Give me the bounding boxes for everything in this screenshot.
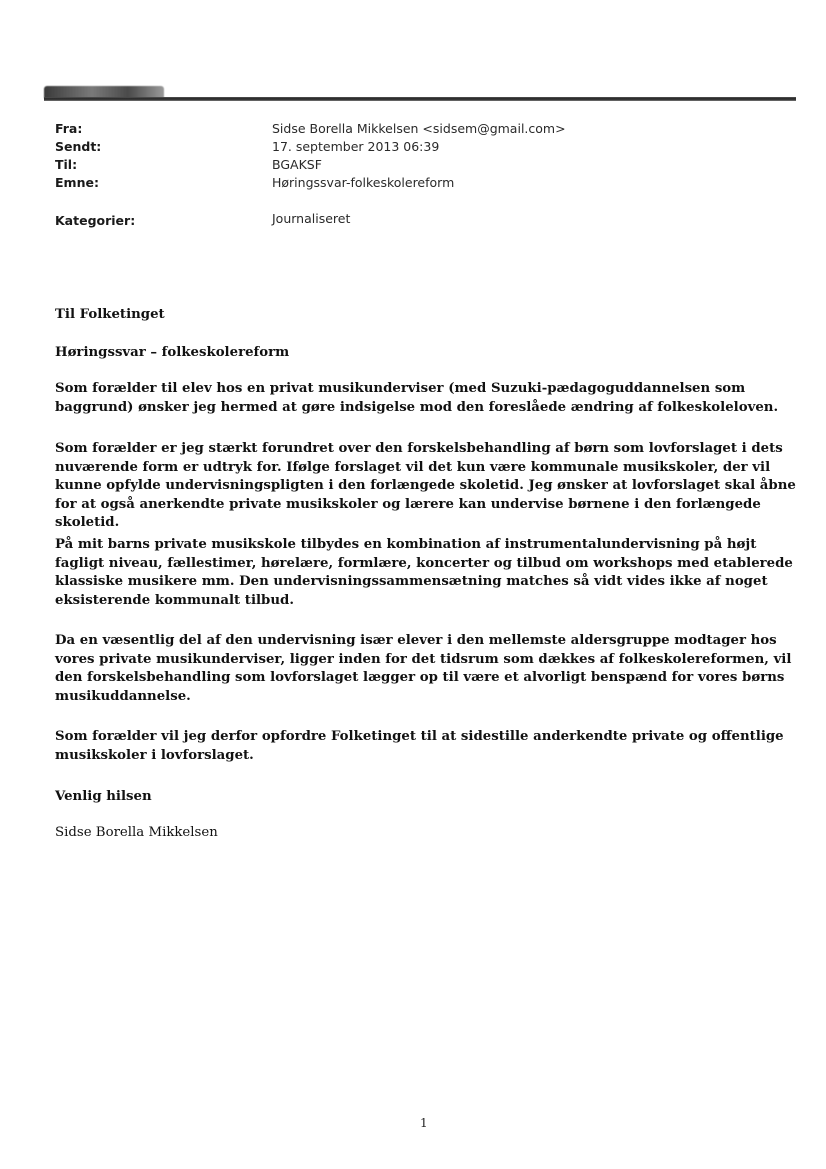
sent-value: 17. september 2013 06:39: [272, 139, 440, 154]
letter-title: Høringssvar – folkeskolereform: [55, 345, 290, 360]
to-label: Til:: [55, 157, 78, 172]
from-value: Sidse Borella Mikkelsen <sidsem@gmail.com>: [272, 121, 566, 136]
letter-paragraph-3: På mit barns private musikskole tilbydes en kombination af instrumentalundervisning på højt fagligt niveau, fællestimer, hørelære, formlære, koncerter og tilbud om workshops med etablerede klassiske musikere mm. Den undervisningssammensætning matches så vidt vides ikke af noget eksisterende kommunalt tilbud.: [55, 537, 793, 608]
header-rule: [44, 97, 796, 101]
from-label: Fra:: [55, 121, 83, 136]
letter-recipient: Til Folketinget: [55, 307, 165, 322]
page-number: 1: [420, 1116, 428, 1130]
letter-paragraph-5: Som forælder vil jeg derfor opfordre Folketinget til at sidestille anderkendte private og offentlige musikskoler i lovforslaget.: [55, 729, 784, 763]
to-value: BGAKSF: [272, 157, 322, 172]
letter-signature: Sidse Borella Mikkelsen: [55, 825, 218, 840]
letter-paragraph-1: Som forælder til elev hos en privat musikunderviser (med Suzuki-pædagoguddannelsen som baggrund) ønsker jeg hermed at gøre indsigelse mod den foreslåede ændring af folkeskoleloven.: [55, 381, 779, 415]
categories-value: Journaliseret: [272, 211, 351, 226]
categories-label: Kategorier:: [55, 213, 136, 228]
subject-value: Høringssvar-folkeskolereform: [272, 175, 455, 190]
sent-label: Sendt:: [55, 139, 102, 154]
letter-paragraph-2: Som forælder er jeg stærkt forundret over den forskelsbehandling af børn som lovforslaget i dets nuværende form er udtryk for. Ifølge forslaget vil det kun være kommunale musikskoler, der vil kunne opfylde undervisningspligten i den forlængede skoletid. Jeg ønsker at lovforslaget skal åbne for at også anerkendte private musikskoler og lærere kan undervise børnene i den forlængede skoletid.: [55, 441, 796, 530]
letter-paragraph-4: Da en væsentlig del af den undervisning især elever i den mellemste aldersgruppe modtager hos vores private musikunderviser, ligger inden for det tidsrum som dækkes af folkeskolereformen, vil den forskelsbehandling som lovforslaget lægger op til være et alvorligt benspænd for vores børns musikuddannelse.: [55, 633, 792, 704]
subject-label: Emne:: [55, 175, 99, 190]
letter-closing: Venlig hilsen: [55, 789, 152, 804]
